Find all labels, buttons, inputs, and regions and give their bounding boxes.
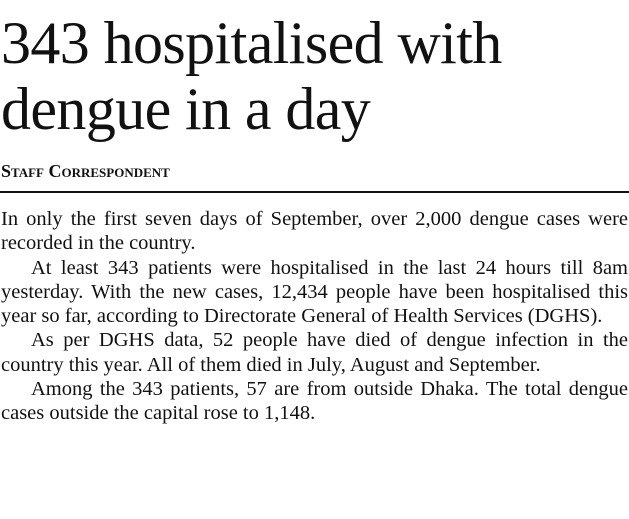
paragraph-3: As per DGHS data, 52 people have died of dengue infection in the country this year. All of them died in July, August and September.	[1, 329, 628, 376]
headline-line-1: 343 hospitalised with	[1, 10, 502, 76]
paragraph-1: In only the first seven days of September, over 2,000 dengue cases were recorded in the country.	[1, 208, 628, 255]
headline	[1, 10, 629, 142]
paragraph-2: At least 343 patients were hospitalised in the last 24 hours till 8am yesterday. With the new cases, 12,434 people have been hospitalised this year so far, according to Directorate General of Health Services (DGHS).	[1, 256, 628, 328]
headline-line-2: dengue in a day	[1, 76, 371, 142]
byline: Staff Correspondent	[1, 161, 170, 181]
paragraph-4: Among the 343 patients, 57 are from outside Dhaka. The total dengue cases outside the capital rose to 1,148.	[1, 378, 628, 425]
divider-rule	[0, 191, 629, 193]
article-body	[1, 207, 628, 426]
